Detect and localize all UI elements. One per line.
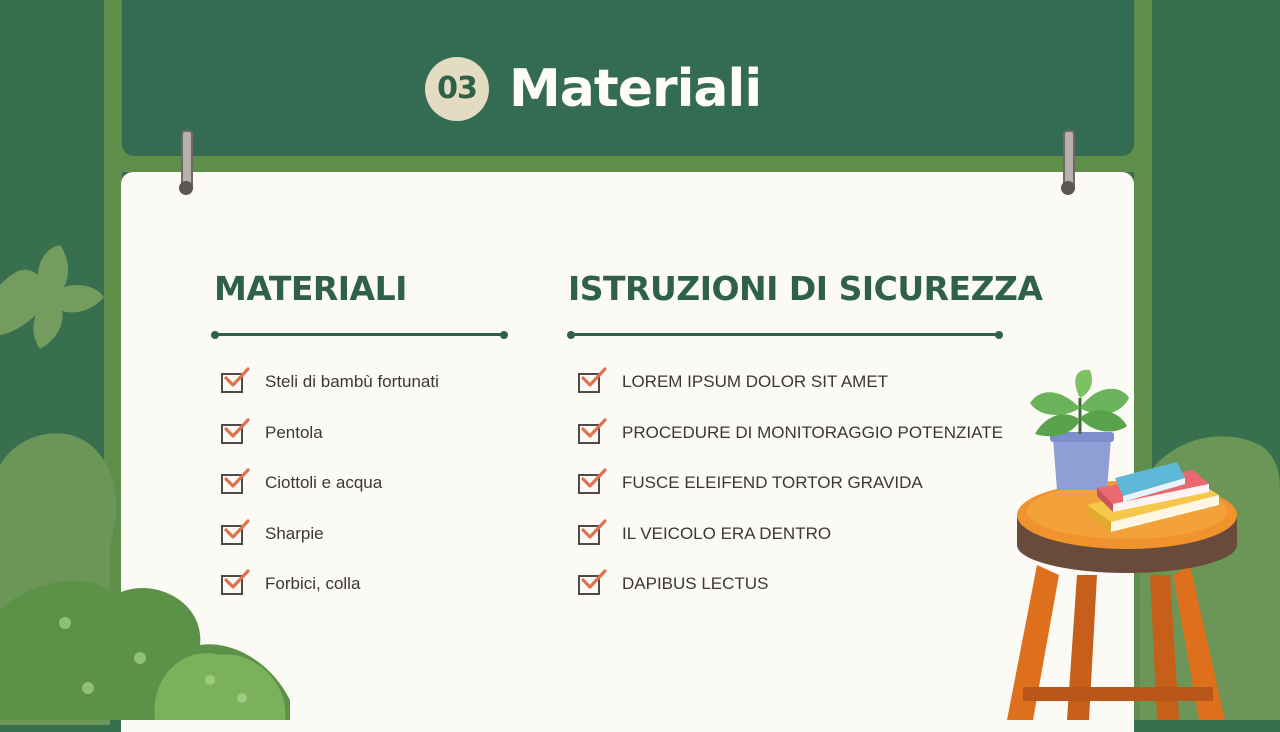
safety-divider bbox=[570, 333, 1000, 336]
hanger-pin-right bbox=[1061, 181, 1075, 195]
safety-item-label: DAPIBUS LECTUS bbox=[622, 574, 769, 594]
leaf-icon bbox=[0, 245, 105, 365]
materials-item bbox=[221, 408, 521, 459]
materials-item-label: Steli di bambù fortunati bbox=[265, 372, 439, 392]
checkbox-checked-icon bbox=[578, 371, 604, 393]
materials-divider bbox=[214, 333, 505, 336]
materials-item-label: Forbici, colla bbox=[265, 574, 361, 594]
materials-item-label: Pentola bbox=[265, 422, 323, 442]
materials-heading: MATERIALI bbox=[214, 269, 407, 308]
materials-item bbox=[221, 509, 521, 560]
safety-item bbox=[578, 357, 1008, 408]
safety-heading: ISTRUZIONI DI SICUREZZA bbox=[568, 269, 1043, 308]
safety-item-label: FUSCE ELEIFEND TORTOR GRAVIDA bbox=[622, 473, 923, 493]
section-number-badge: 03 bbox=[425, 57, 489, 121]
safety-item-label: LOREM IPSUM DOLOR SIT AMET bbox=[622, 372, 889, 392]
materials-item-label: Sharpie bbox=[265, 523, 324, 543]
checkbox-checked-icon bbox=[221, 422, 247, 444]
checkbox-checked-icon bbox=[578, 472, 604, 494]
safety-item bbox=[578, 509, 1008, 560]
safety-list bbox=[578, 357, 1008, 610]
safety-item bbox=[578, 458, 1008, 509]
materials-item-label: Ciottoli e acqua bbox=[265, 473, 383, 493]
safety-item-label: PROCEDURE DI MONITORAGGIO POTENZIATE bbox=[622, 422, 1003, 442]
page-title: Materiali bbox=[509, 59, 762, 119]
checkbox-checked-icon bbox=[578, 573, 604, 595]
hanger-pin-left bbox=[179, 181, 193, 195]
materials-item bbox=[221, 357, 521, 408]
checkbox-checked-icon bbox=[578, 523, 604, 545]
checkbox-checked-icon bbox=[221, 523, 247, 545]
checkbox-checked-icon bbox=[578, 422, 604, 444]
materials-item bbox=[221, 458, 521, 509]
safety-item bbox=[578, 408, 1008, 459]
books-icon bbox=[1085, 460, 1220, 535]
safety-item-label: IL VEICOLO ERA DENTRO bbox=[622, 523, 832, 543]
checkbox-checked-icon bbox=[221, 371, 247, 393]
bush-icon bbox=[0, 570, 295, 720]
safety-item bbox=[578, 559, 1008, 610]
checkbox-checked-icon bbox=[221, 472, 247, 494]
